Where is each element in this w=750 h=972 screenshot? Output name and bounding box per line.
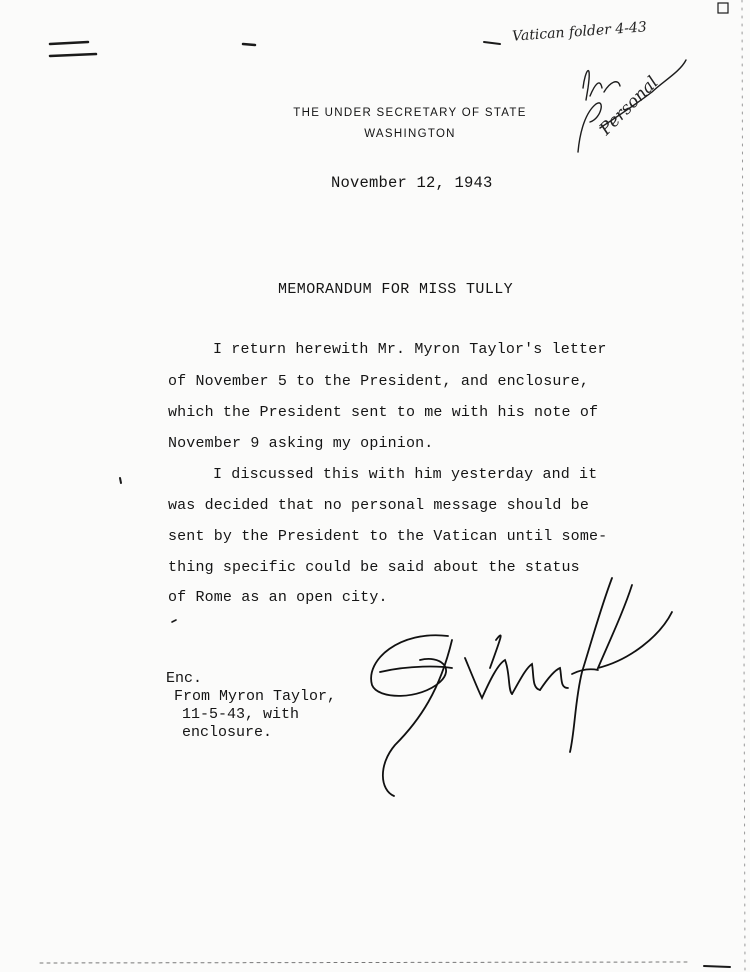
signature-drawing: [371, 578, 672, 796]
enclosure-line: 11-5-43, with: [182, 706, 300, 723]
stray-mark: [120, 478, 121, 483]
memo-date: November 12, 1943: [331, 174, 493, 192]
enclosure-line: From Myron Taylor,: [174, 688, 337, 705]
body-line: I discussed this with him yesterday and it: [213, 466, 598, 483]
stray-mark: [172, 620, 176, 622]
letterhead-title: THE UNDER SECRETARY OF STATE: [293, 107, 527, 119]
body-line: I return herewith Mr. Myron Taylor's letter: [213, 341, 607, 358]
letterhead: [240, 103, 580, 145]
body-line: of November 5 to the President, and enclosure,: [168, 373, 589, 390]
body-line: which the President sent to me with his note of: [168, 404, 599, 421]
stray-mark: [50, 42, 88, 44]
body-line: sent by the President to the Vatican until some-: [168, 528, 608, 545]
stray-mark: [484, 42, 500, 44]
scan-edge: [40, 962, 690, 963]
body-line: thing specific could be said about the status: [168, 559, 580, 576]
body-line: of Rome as an open city.: [168, 589, 388, 606]
corner-mark: [718, 3, 728, 13]
letterhead-city: WASHINGTON: [364, 128, 456, 140]
memo-title: MEMORANDUM FOR MISS TULLY: [278, 281, 514, 298]
scan-edge: [742, 0, 745, 972]
stray-mark: [50, 54, 96, 56]
personal-note: Personal: [595, 72, 663, 140]
body-line: was decided that no personal message should be: [168, 497, 589, 514]
stray-mark: [243, 44, 255, 45]
enclosure-line: enclosure.: [182, 724, 273, 741]
vatican-folder-note: Vatican folder 4-43: [511, 19, 648, 45]
scan-edge: [704, 966, 730, 967]
body-line: November 9 asking my opinion.: [168, 435, 434, 452]
enclosure-label: Enc.: [166, 670, 203, 687]
